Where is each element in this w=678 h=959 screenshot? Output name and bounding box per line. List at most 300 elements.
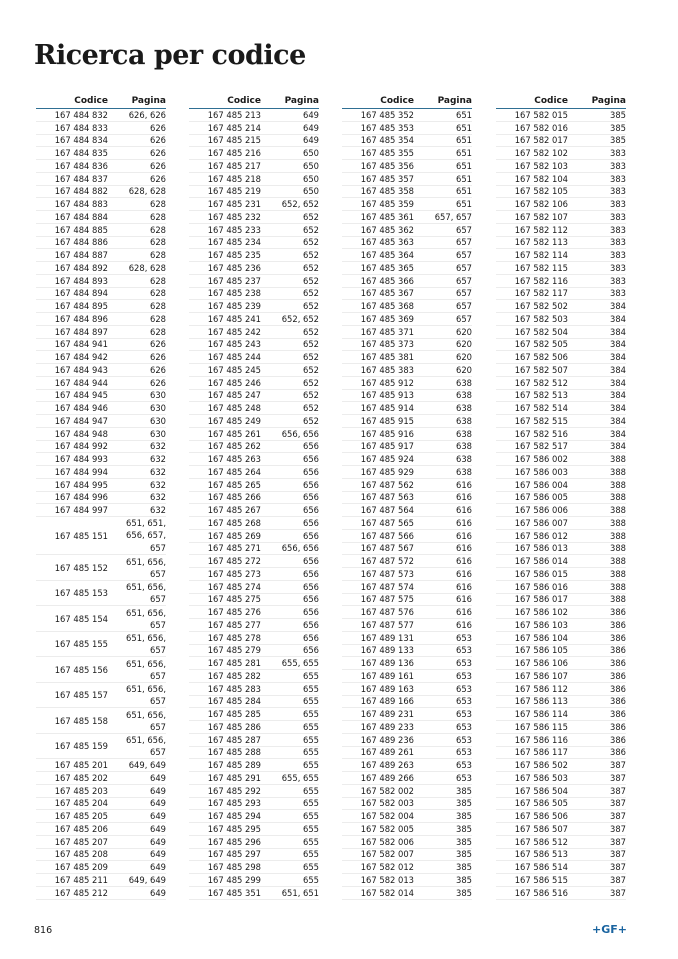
- code-cell: 167 586 505: [514, 798, 568, 809]
- table-row: [189, 262, 319, 275]
- code-cell: 167 485 373: [360, 339, 414, 350]
- table-row: [189, 555, 319, 568]
- code-cell: 167 485 913: [360, 390, 414, 401]
- page-cell: 388: [610, 543, 626, 554]
- page-cell: 616: [456, 556, 472, 567]
- page-cell: 652: [303, 224, 319, 235]
- code-cell: 167 582 112: [514, 224, 568, 235]
- page-cell: 383: [610, 275, 626, 286]
- code-cell: 167 484 996: [54, 492, 108, 503]
- table-row: [189, 504, 319, 517]
- page-cell: 652: [303, 211, 319, 222]
- page-cell: 386: [610, 645, 626, 656]
- table-row: [342, 466, 472, 479]
- page-cell: 652: [303, 377, 319, 388]
- page-cell: 651: [456, 199, 472, 210]
- table-row: [496, 836, 626, 849]
- code-cell: 167 586 015: [514, 568, 568, 579]
- table-row: [496, 798, 626, 811]
- code-cell: 167 485 276: [207, 607, 261, 618]
- page-cell: 384: [610, 428, 626, 439]
- table-row: [342, 568, 472, 581]
- code-cell: 167 586 115: [514, 721, 568, 732]
- code-cell: 167 487 572: [360, 556, 414, 567]
- page-cell: 657: [456, 224, 472, 235]
- code-cell: 167 485 266: [207, 492, 261, 503]
- page-cell: 632: [150, 492, 166, 503]
- code-cell: 167 586 502: [514, 760, 568, 771]
- page-cell: 386: [610, 683, 626, 694]
- code-cell: 167 586 516: [514, 887, 568, 898]
- page-cell: 655: [303, 785, 319, 796]
- table-row: [36, 122, 166, 135]
- code-cell: 167 485 352: [360, 109, 414, 120]
- code-cell: 167 582 507: [514, 364, 568, 375]
- table-row: [496, 670, 626, 683]
- page-cell: 628: [150, 288, 166, 299]
- table-row: [189, 122, 319, 135]
- page-cell: 638: [456, 377, 472, 388]
- table-row: [189, 275, 319, 288]
- code-cell: 167 484 946: [54, 403, 108, 414]
- code-cell: 167 582 502: [514, 301, 568, 312]
- code-cell: 167 485 277: [207, 619, 261, 630]
- table-row: [496, 747, 626, 760]
- page-cell: 620: [456, 326, 472, 337]
- page-cell: 626: [150, 339, 166, 350]
- page-cell: 655: [303, 696, 319, 707]
- page-cell: 626, 626: [128, 109, 166, 120]
- index-column-1: [36, 94, 166, 900]
- table-row: [342, 849, 472, 862]
- table-row: [189, 390, 319, 403]
- page-cell: 632: [150, 505, 166, 516]
- table-row: [342, 504, 472, 517]
- table-row: [496, 887, 626, 900]
- table-row: [36, 313, 166, 326]
- page-cell: 385: [610, 109, 626, 120]
- code-cell: 167 485 293: [207, 798, 261, 809]
- code-cell: 167 485 274: [207, 581, 261, 592]
- code-cell: 167 586 102: [514, 607, 568, 618]
- code-cell: 167 485 238: [207, 288, 261, 299]
- code-cell: 167 485 157: [54, 690, 108, 700]
- page-cell: 383: [610, 186, 626, 197]
- page-cell: 652, 652: [281, 313, 319, 324]
- code-cell: 167 489 263: [360, 760, 414, 771]
- code-cell: 167 485 201: [54, 760, 108, 771]
- table-row: [189, 543, 319, 556]
- code-cell: 167 485 368: [360, 301, 414, 312]
- table-row: [496, 415, 626, 428]
- table-row: [36, 147, 166, 160]
- table-row: [496, 683, 626, 696]
- index-column-4: [496, 94, 626, 900]
- table-row: [342, 734, 472, 747]
- page-cell: 651: [456, 109, 472, 120]
- page-cell: 652: [303, 237, 319, 248]
- page-cell: 386: [610, 721, 626, 732]
- code-cell: 167 489 161: [360, 670, 414, 681]
- page-cell: 383: [610, 199, 626, 210]
- page-cell: 387: [610, 887, 626, 898]
- page-cell: 656: [303, 632, 319, 643]
- table-row: [496, 606, 626, 619]
- table-row: [36, 632, 166, 658]
- page-cell: 383: [610, 224, 626, 235]
- page-cell: 651, 656, 657: [126, 709, 166, 732]
- code-cell: 167 485 231: [207, 199, 261, 210]
- code-cell: 167 487 562: [360, 479, 414, 490]
- table-row: [36, 109, 166, 122]
- code-cell: 167 485 267: [207, 505, 261, 516]
- page-cell: 626: [150, 122, 166, 133]
- table-row: [189, 135, 319, 148]
- table-row: [189, 798, 319, 811]
- code-cell: 167 485 262: [207, 441, 261, 452]
- table-row: [496, 823, 626, 836]
- code-cell: 167 484 897: [54, 326, 108, 337]
- table-row: [342, 402, 472, 415]
- table-row: [342, 441, 472, 454]
- table-row: [496, 147, 626, 160]
- page-cell: 649: [150, 836, 166, 847]
- table-row: [189, 466, 319, 479]
- page-cell: 630: [150, 403, 166, 414]
- table-row: [36, 288, 166, 301]
- page-cell: 652: [303, 390, 319, 401]
- table-row: [496, 721, 626, 734]
- page-cell: 650: [303, 173, 319, 184]
- table-row: [36, 887, 166, 900]
- table-row: [189, 147, 319, 160]
- code-cell: 167 484 832: [54, 109, 108, 120]
- code-cell: 167 582 116: [514, 275, 568, 286]
- page-cell: 655: [303, 747, 319, 758]
- table-row: [496, 173, 626, 186]
- page-cell: 384: [610, 364, 626, 375]
- code-cell: 167 485 248: [207, 403, 261, 414]
- table-row: [36, 224, 166, 237]
- code-cell: 167 484 892: [54, 262, 108, 273]
- page-cell: 638: [456, 441, 472, 452]
- page-cell: 616: [456, 530, 472, 541]
- page-title: Ricerca per codice: [34, 40, 306, 71]
- page-cell: 626: [150, 135, 166, 146]
- code-cell: 167 484 994: [54, 466, 108, 477]
- table-row: [36, 492, 166, 505]
- page-cell: 638: [456, 428, 472, 439]
- page-cell: 638: [456, 403, 472, 414]
- code-cell: 167 484 886: [54, 237, 108, 248]
- table-row: [36, 874, 166, 887]
- code-cell: 167 485 356: [360, 160, 414, 171]
- page-cell: 652: [303, 415, 319, 426]
- page-cell: 649: [150, 772, 166, 783]
- page-cell: 655: [303, 683, 319, 694]
- table-row: [189, 186, 319, 199]
- page-cell: 386: [610, 734, 626, 745]
- table-row: [496, 441, 626, 454]
- code-cell: 167 484 835: [54, 148, 108, 159]
- code-cell: 167 484 941: [54, 339, 108, 350]
- page-cell: 384: [610, 403, 626, 414]
- code-cell: 167 485 216: [207, 148, 261, 159]
- page-cell: 651, 651: [281, 887, 319, 898]
- table-row: [36, 504, 166, 517]
- code-cell: 167 485 288: [207, 747, 261, 758]
- page-cell: 386: [610, 696, 626, 707]
- code-cell: 167 586 003: [514, 466, 568, 477]
- code-cell: 167 485 217: [207, 160, 261, 171]
- table-row: [189, 632, 319, 645]
- table-row: [189, 211, 319, 224]
- code-cell: 167 485 369: [360, 313, 414, 324]
- header-code: Codice: [74, 96, 108, 106]
- page-cell: 388: [610, 530, 626, 541]
- code-cell: 167 485 355: [360, 148, 414, 159]
- code-cell: 167 485 154: [54, 613, 108, 624]
- table-row: [496, 874, 626, 887]
- code-cell: 167 485 914: [360, 403, 414, 414]
- table-row: [342, 313, 472, 326]
- page-cell: 628, 628: [128, 262, 166, 273]
- page-cell: 649: [150, 811, 166, 822]
- table-row: [496, 810, 626, 823]
- table-row: [496, 428, 626, 441]
- table-row: [342, 160, 472, 173]
- table-row: [189, 198, 319, 211]
- page-cell: 657, 657: [434, 211, 472, 222]
- code-cell: 167 485 234: [207, 237, 261, 248]
- page-cell: 650: [303, 160, 319, 171]
- page-cell: 652: [303, 288, 319, 299]
- page-cell: 653: [456, 772, 472, 783]
- code-cell: 167 485 272: [207, 556, 261, 567]
- table-row: [496, 364, 626, 377]
- code-cell: 167 485 351: [207, 887, 261, 898]
- page-cell: 657: [456, 301, 472, 312]
- code-cell: 167 485 214: [207, 122, 261, 133]
- page-cell: 628: [150, 301, 166, 312]
- code-cell: 167 582 017: [514, 135, 568, 146]
- page-cell: 386: [610, 619, 626, 630]
- table-row: [36, 326, 166, 339]
- code-cell: 167 582 015: [514, 109, 568, 120]
- page-cell: 638: [456, 466, 472, 477]
- table-row: [496, 237, 626, 250]
- table-row: [496, 122, 626, 135]
- table-row: [189, 224, 319, 237]
- table-row: [496, 211, 626, 224]
- table-row: [496, 186, 626, 199]
- table-row: [189, 759, 319, 772]
- table-row: [496, 517, 626, 530]
- table-row: [36, 836, 166, 849]
- page-cell: 651, 656, 657: [126, 658, 166, 681]
- table-row: [342, 198, 472, 211]
- page-cell: 656, 656: [281, 428, 319, 439]
- page-cell: 632: [150, 479, 166, 490]
- code-cell: 167 489 166: [360, 696, 414, 707]
- table-row: [496, 492, 626, 505]
- page-cell: 656: [303, 492, 319, 503]
- table-row: [189, 887, 319, 900]
- code-cell: 167 485 275: [207, 594, 261, 605]
- table-row: [342, 530, 472, 543]
- page-cell: 383: [610, 262, 626, 273]
- page-cell: 651, 656, 657: [126, 735, 166, 757]
- table-row: [189, 594, 319, 607]
- table-row: [36, 849, 166, 862]
- page-cell: 652: [303, 339, 319, 350]
- page-cell: 650: [303, 148, 319, 159]
- table-row: [496, 288, 626, 301]
- code-cell: 167 485 213: [207, 109, 261, 120]
- page-cell: 384: [610, 326, 626, 337]
- code-cell: 167 485 218: [207, 173, 261, 184]
- page-cell: 655: [303, 874, 319, 885]
- code-cell: 167 485 364: [360, 250, 414, 261]
- table-row: [189, 874, 319, 887]
- page-cell: 653: [456, 683, 472, 694]
- table-row: [342, 606, 472, 619]
- page-cell: 653: [456, 747, 472, 758]
- index-column-3: [342, 94, 472, 900]
- table-row: [36, 160, 166, 173]
- page-cell: 388: [610, 594, 626, 605]
- table-row: [36, 402, 166, 415]
- page-cell: 388: [610, 517, 626, 528]
- table-row: [496, 351, 626, 364]
- page-cell: 626: [150, 160, 166, 171]
- code-cell: 167 484 943: [54, 364, 108, 375]
- table-row: [342, 836, 472, 849]
- table-row: [342, 262, 472, 275]
- table-row: [342, 390, 472, 403]
- code-cell: 167 485 353: [360, 122, 414, 133]
- table-row: [189, 670, 319, 683]
- code-cell: 167 485 361: [360, 211, 414, 222]
- code-cell: 167 586 106: [514, 658, 568, 669]
- code-cell: 167 489 236: [360, 734, 414, 745]
- code-cell: 167 582 104: [514, 173, 568, 184]
- code-cell: 167 485 279: [207, 645, 261, 656]
- table-row: [496, 594, 626, 607]
- code-cell: 167 485 354: [360, 135, 414, 146]
- page-cell: 616: [456, 505, 472, 516]
- page-cell: 651: [456, 122, 472, 133]
- column-header: [342, 94, 472, 109]
- code-cell: 167 489 233: [360, 721, 414, 732]
- code-cell: 167 485 271: [207, 543, 261, 554]
- header-code: Codice: [534, 96, 568, 106]
- page-cell: 385: [456, 811, 472, 822]
- table-row: [496, 390, 626, 403]
- code-cell: 167 484 993: [54, 454, 108, 465]
- page-cell: 387: [610, 836, 626, 847]
- code-cell: 167 582 515: [514, 415, 568, 426]
- table-row: [496, 555, 626, 568]
- table-row: [496, 109, 626, 122]
- code-cell: 167 586 002: [514, 454, 568, 465]
- code-cell: 167 487 563: [360, 492, 414, 503]
- gf-logo: +GF+: [592, 923, 627, 936]
- table-row: [342, 237, 472, 250]
- code-cell: 167 489 231: [360, 709, 414, 720]
- table-row: [496, 645, 626, 658]
- page-cell: 649: [150, 823, 166, 834]
- code-cell: 167 485 295: [207, 823, 261, 834]
- page-cell: 626: [150, 173, 166, 184]
- code-cell: 167 582 005: [360, 823, 414, 834]
- table-row: [342, 772, 472, 785]
- table-row: [496, 466, 626, 479]
- code-cell: 167 582 516: [514, 428, 568, 439]
- code-cell: 167 485 263: [207, 454, 261, 465]
- page-cell: 386: [610, 709, 626, 720]
- code-cell: 167 485 362: [360, 224, 414, 235]
- page-cell: 652: [303, 250, 319, 261]
- page-cell: 649: [150, 785, 166, 796]
- code-cell: 167 484 948: [54, 428, 108, 439]
- code-cell: 167 485 381: [360, 352, 414, 363]
- page-cell: 652: [303, 364, 319, 375]
- table-row: [342, 708, 472, 721]
- code-cell: 167 484 895: [54, 301, 108, 312]
- table-row: [189, 785, 319, 798]
- page-cell: 657: [456, 250, 472, 261]
- table-row: [189, 721, 319, 734]
- page-cell: 626: [150, 148, 166, 159]
- page-cell: 383: [610, 148, 626, 159]
- code-cell: 167 485 155: [54, 639, 108, 649]
- table-row: [189, 109, 319, 122]
- table-row: [496, 861, 626, 874]
- code-cell: 167 485 287: [207, 734, 261, 745]
- page-cell: 632: [150, 454, 166, 465]
- table-row: [189, 619, 319, 632]
- page-cell: 385: [610, 135, 626, 146]
- page-cell: 388: [610, 466, 626, 477]
- table-row: [36, 759, 166, 772]
- page-cell: 388: [610, 581, 626, 592]
- page-cell: 383: [610, 237, 626, 248]
- page-cell: 388: [610, 556, 626, 567]
- header-page: Pagina: [284, 96, 319, 106]
- code-cell: 167 582 002: [360, 785, 414, 796]
- code-cell: 167 485 292: [207, 785, 261, 796]
- code-cell: 167 485 232: [207, 211, 261, 222]
- header-page: Pagina: [437, 96, 472, 106]
- column-header: [496, 94, 626, 109]
- table-row: [189, 351, 319, 364]
- page-cell: 653: [456, 721, 472, 732]
- code-cell: 167 485 286: [207, 721, 261, 732]
- table-row: [36, 262, 166, 275]
- page-cell: 616: [456, 568, 472, 579]
- code-cell: 167 485 239: [207, 301, 261, 312]
- code-cell: 167 586 014: [514, 556, 568, 567]
- page-cell: 385: [456, 874, 472, 885]
- table-row: [189, 823, 319, 836]
- code-cell: 167 489 133: [360, 645, 414, 656]
- page-cell: 653: [456, 696, 472, 707]
- page-cell: 383: [610, 160, 626, 171]
- code-cell: 167 485 156: [54, 664, 108, 675]
- page-cell: 626: [150, 352, 166, 363]
- page-cell: 385: [456, 849, 472, 860]
